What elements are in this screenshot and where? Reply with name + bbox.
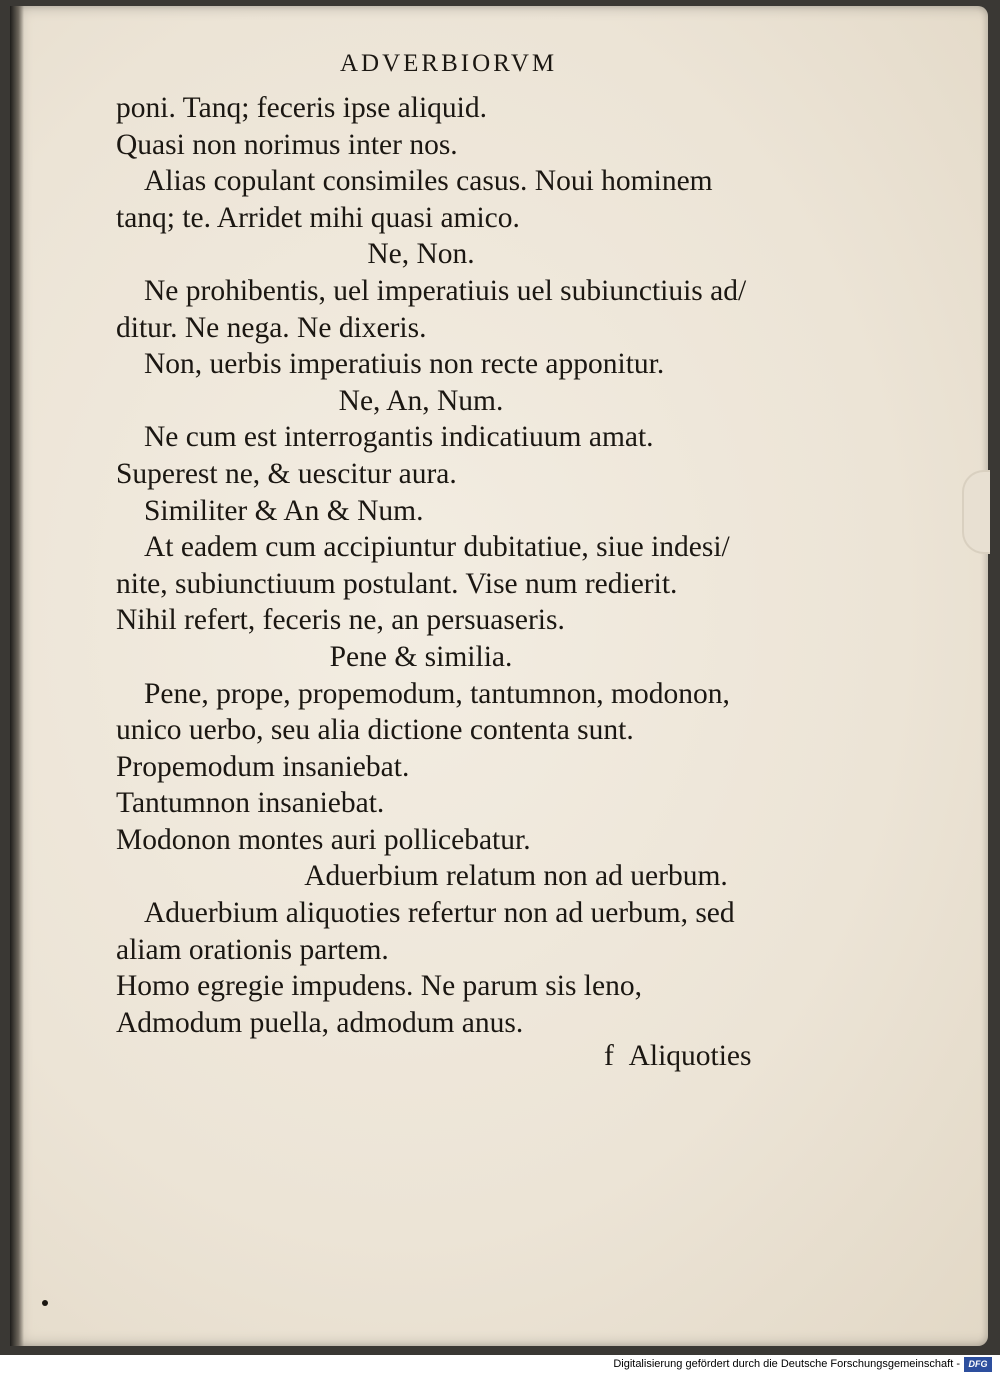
text-line: Pene & similia. <box>329 640 513 673</box>
text-line: Modonon montes auri pollicebatur. <box>116 823 531 856</box>
text-line: Admodum puella, admodum anus. <box>116 1006 524 1039</box>
funding-credit: Digitalisierung gefördert durch die Deutsche Forschungsgemeinschaft - <box>613 1358 960 1370</box>
ink-speck <box>42 1300 48 1306</box>
text-line: Superest ne, & uescitur aura. <box>116 457 457 490</box>
catchword: Aliquoties <box>628 1040 752 1072</box>
text-line: Ne, An, Num. <box>338 384 504 417</box>
text-line: At eadem cum accipiuntur dubitatiue, siue indesi/ <box>144 531 730 564</box>
text-line: Alias copulant consimiles casus. Noui hominem <box>144 165 713 198</box>
text-line: poni. Tanq; feceris ipse aliquid. <box>116 92 487 124</box>
page-gutter <box>10 6 24 1346</box>
text-line: Quasi non norimus inter nos. <box>116 128 458 161</box>
text-line: ditur. Ne nega. Ne dixeris. <box>116 311 427 344</box>
text-line: Ne, Non. <box>367 238 475 271</box>
text-line: Aduerbium aliquoties refertur non ad uerbum, sed <box>144 897 735 930</box>
text-line: Non, uerbis imperatiuis non recte apponitur. <box>144 348 665 381</box>
page-edge-tab <box>962 470 990 554</box>
text-line: Homo egregie impudens. Ne parum sis leno, <box>116 970 642 1003</box>
dfg-logo: DFG <box>964 1357 992 1372</box>
text-line: unico uerbo, seu alia dictione contenta sunt. <box>116 714 634 747</box>
text-line: Tantumnon insaniebat. <box>116 787 385 820</box>
text-line: Pene, prope, propemodum, tantumnon, modonon, <box>144 677 730 710</box>
signature-mark: f <box>604 1040 614 1072</box>
text-line: Ne cum est interrogantis indicatiuum amat. <box>144 421 654 454</box>
text-line: Ne prohibentis, uel imperatiuis uel subiunctiuis ad/ <box>144 274 747 307</box>
text-line: aliam orationis partem. <box>116 933 389 966</box>
text-line: tanq; te. Arridet mihi quasi amico. <box>116 201 520 234</box>
running-head: ADVERBIORVM <box>340 50 558 77</box>
text-line: Similiter & An & Num. <box>144 494 424 527</box>
body-text <box>116 90 796 1041</box>
text-line: Nihil refert, feceris ne, an persuaseris. <box>116 604 565 637</box>
catchword-line <box>604 1040 752 1073</box>
text-line: Aduerbium relatum non ad uerbum. <box>304 860 728 893</box>
text-line: nite, subiunctiuum postulant. Vise num redierit. <box>116 567 678 600</box>
footer-bar <box>0 1355 1000 1375</box>
text-line: Propemodum insaniebat. <box>116 750 410 783</box>
